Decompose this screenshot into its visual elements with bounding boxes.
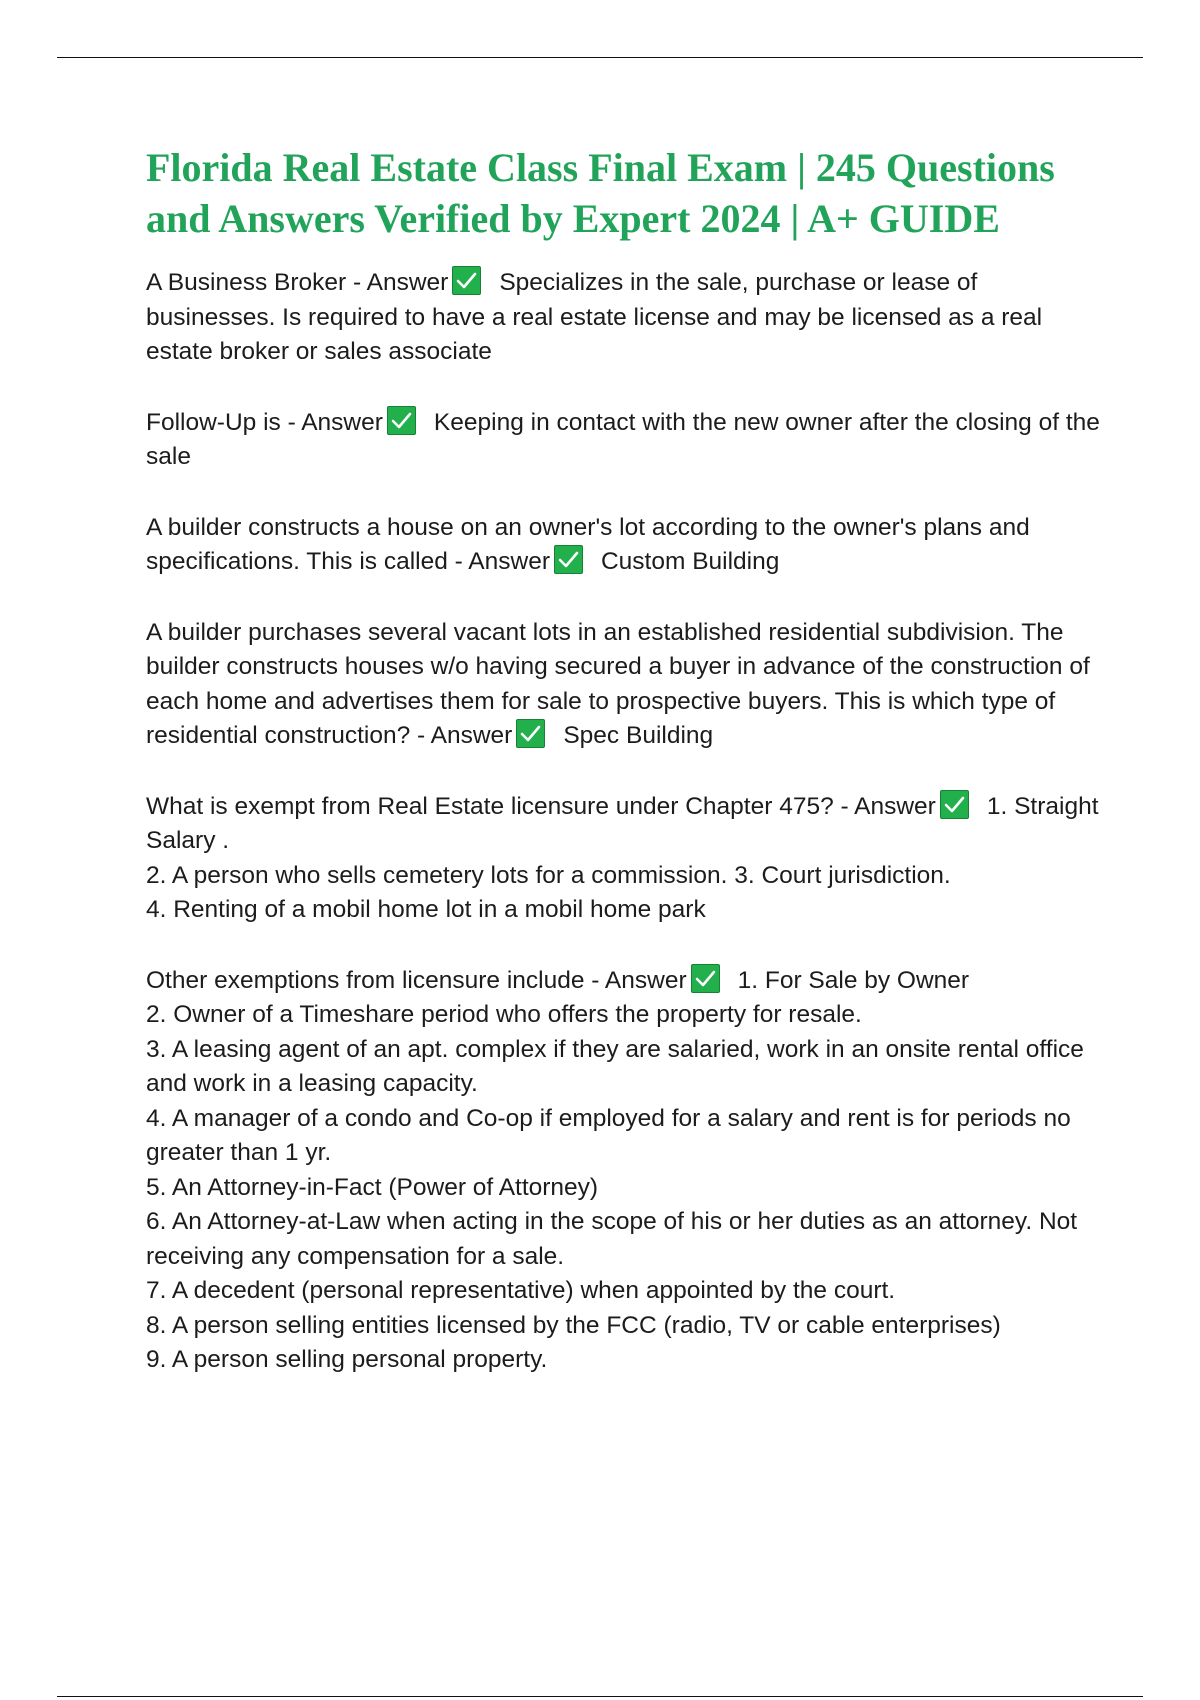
qa-main-line [146, 406, 1106, 475]
question-text: What is exempt from Real Estate licensure under Chapter 475? [146, 792, 834, 820]
qa-item [146, 790, 1106, 928]
answer-list-line: 4. Renting of a mobil home lot in a mobil home park [146, 896, 706, 923]
answer-label: - Answer [417, 722, 513, 749]
check-mark-box-icon [691, 964, 720, 993]
answer-text: Custom Building [600, 548, 780, 575]
answer-list-line: 4. A manager of a condo and Co-op if employed for a salary and rent is for periods no greater than 1 yr. [146, 1104, 1071, 1166]
check-mark-box-icon [516, 719, 545, 748]
qa-item [146, 964, 1106, 1378]
answer-list-line: 2. Owner of a Timeshare period who offers the property for resale. [146, 1001, 862, 1028]
check-mark-box-icon [554, 545, 583, 574]
document-title: Florida Real Estate Class Final Exam | 245 Questions and Answers Verified by Expert 2024 | A+ GUIDE [146, 145, 1055, 241]
answer-list-line: 3. A leasing agent of an apt. complex if they are salaried, work in an onsite rental office and work in a leasing capacity. [146, 1035, 1084, 1097]
answer-label: - Answer [287, 408, 383, 436]
answer-label: - Answer [591, 966, 687, 994]
question-text: A builder constructs a house on an owner's lot according to the owner's plans and specifications. This is called [146, 513, 1030, 575]
answer-label: - Answer [840, 792, 936, 820]
qa-main-line [146, 616, 1106, 754]
question-text: A builder purchases several vacant lots in an established residential subdivision. The builder constructs houses w/o having secured a buyer in advance of the construction of each home and advertises them for sale to prospective buyers. This is which type of residential construction? [146, 618, 1090, 749]
check-mark-box-icon [452, 266, 481, 295]
qa-item [146, 616, 1106, 754]
check-mark-box-icon [387, 406, 416, 435]
qa-item [146, 266, 1106, 370]
answer-list-line: 5. An Attorney-in-Fact (Power of Attorney) [146, 1173, 599, 1201]
document-body [146, 142, 1106, 1414]
answer-text: Specializes in the sale, purchase or lease of businesses. Is required to have a real estate license and may be licensed as a real estate broker or sales associate [146, 269, 1043, 365]
footer-rule [57, 1696, 1143, 1697]
question-text: Other exemptions from licensure include [146, 966, 585, 994]
answer-list-line: 2. A person who sells cemetery lots for a commission. 3. Court jurisdiction. [146, 861, 951, 889]
answer-list-line: 8. A person selling entities licensed by the FCC (radio, TV or cable enterprises) [146, 1311, 1001, 1339]
question-text: Follow-Up is [146, 408, 281, 436]
qa-main-line [146, 266, 1106, 370]
check-mark-box-icon [940, 790, 969, 819]
answer-text: 1. Straight Salary . [146, 792, 1099, 854]
qa-item [146, 511, 1106, 580]
answer-text: Spec Building [563, 722, 714, 749]
qa-main-line [146, 790, 1106, 859]
qa-list [146, 266, 1106, 1378]
qa-main-line [146, 511, 1106, 580]
answer-label: - Answer [454, 548, 550, 575]
answer-list-line: 9. A person selling personal property. [146, 1346, 548, 1373]
header-rule [57, 57, 1143, 58]
answer-list-line: 6. An Attorney-at-Law when acting in the scope of his or her duties as an attorney. Not receiving any compensation for a sale. [146, 1208, 1078, 1270]
answer-text: 1. For Sale by Owner [737, 966, 970, 994]
question-text: A Business Broker [146, 269, 347, 296]
answer-list-line: 7. A decedent (personal representative) when appointed by the court. [146, 1277, 896, 1304]
answer-text: Keeping in contact with the new owner after the closing of the sale [146, 408, 1100, 470]
qa-item [146, 406, 1106, 475]
qa-main-line [146, 964, 1106, 999]
answer-label: - Answer [353, 269, 449, 296]
